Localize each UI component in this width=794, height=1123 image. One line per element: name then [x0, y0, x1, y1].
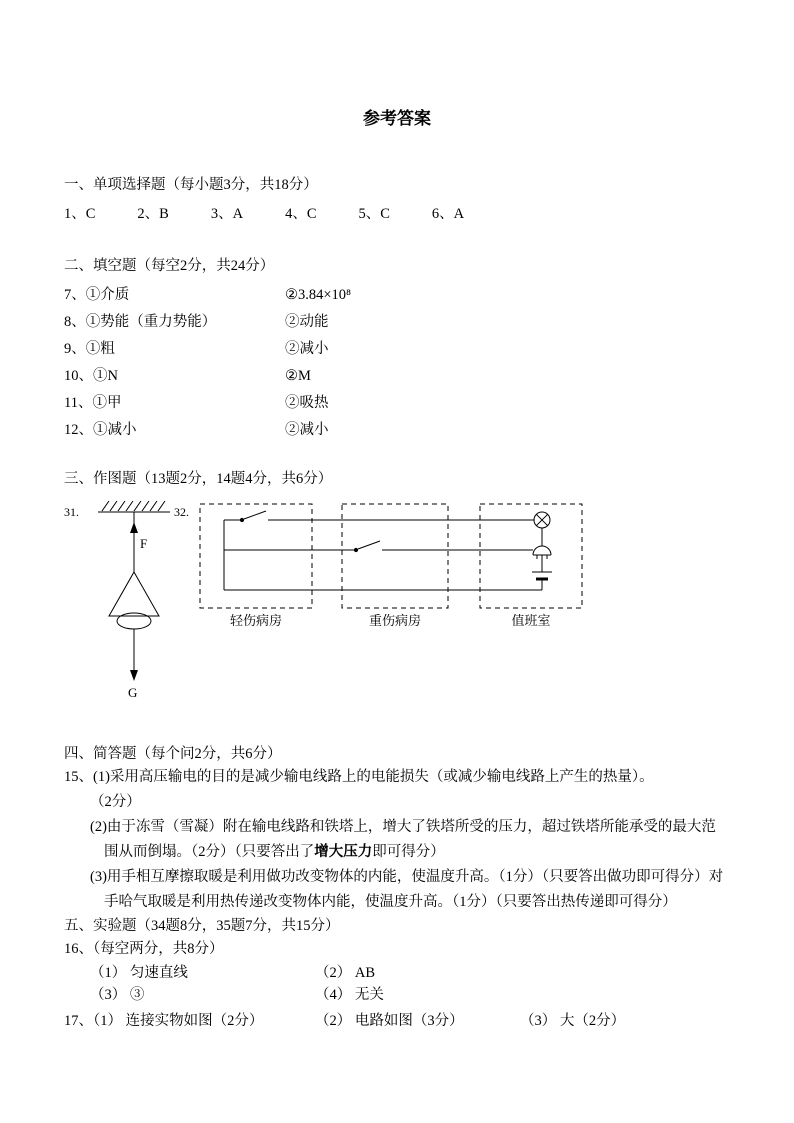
item15-score-1: （2分）	[90, 794, 141, 810]
choice-answers-row	[64, 203, 730, 225]
item17-answer-1: 17、（1） 连接实物如图（2分）	[64, 1013, 264, 1029]
blank-7-left: 7、①介质	[64, 287, 130, 303]
ceiling-hatch-icon	[98, 501, 170, 512]
section3-heading: 三、作图题（13题2分，14题4分，共6分）	[64, 471, 333, 487]
section1-heading: 一、单项选择题（每小题3分，共18分）	[64, 177, 318, 193]
blank-12-left: 12、①减小	[64, 422, 137, 438]
choice-answer-3: 3、A	[210, 206, 244, 222]
item17-row	[64, 1009, 730, 1034]
choice-answer-2: 2、B	[137, 206, 169, 222]
battery-icon	[532, 572, 552, 579]
blank-9-left: 9、①粗	[64, 341, 115, 357]
force-f-arrow	[130, 522, 138, 533]
choice-answer-5: 5、C	[358, 206, 390, 222]
blank-8-right: ②动能	[285, 314, 329, 330]
blank-9-right: ②减小	[285, 341, 329, 357]
section4-heading: 四、简答题（每个问2分，共6分）	[64, 746, 282, 762]
item15-answer-3: (3)用手相互摩擦取暖是利用做功改变物体的内能，使温度升高。（1分）（只要答出做功即可得分）对手哈气取暖是利用热传递改变物体内能，使温度升高。（1分）（只要答出热传递即可得分）	[90, 869, 724, 910]
page-title: 参考答案	[363, 109, 431, 128]
choice-answer-4: 4、C	[285, 206, 317, 222]
room2-label: 重伤病房	[368, 613, 422, 628]
force-g-label: G	[128, 685, 138, 700]
blank-10-left: 10、①N	[64, 368, 118, 384]
item16-answer-2: （2） AB	[315, 965, 376, 981]
blank-row-10	[64, 363, 730, 390]
switch-1-icon	[240, 511, 266, 522]
drawing-figures	[64, 498, 624, 704]
item16-heading: 16、（每空两分，共8分）	[64, 941, 224, 957]
section5-heading: 五、实验题（34题8分，35题7分，共15分）	[64, 918, 340, 934]
item16-answer-4: （4） 无关	[315, 987, 384, 1003]
blank-row-12	[64, 417, 730, 444]
item16-answer-3: （3） ③	[90, 987, 145, 1003]
blank-row-9	[64, 336, 730, 363]
room3-label: 值班室	[511, 613, 551, 628]
lamp-icon	[534, 512, 550, 528]
item15-answer-1: 15、(1)采用高压输电的目的是减少输电线路上的电能损失（或减少输电线路上产生的热量）。	[64, 769, 654, 785]
item16-answer-1: （1） 匀速直线	[90, 965, 188, 981]
blank-7-right: ②3.84×10⁸	[285, 287, 352, 303]
item15-answer-2	[64, 815, 730, 865]
item15-answer-2-text: (2)由于冻雪（雪凝）附在输电线路和铁塔上，增大了铁塔所受的压力，超过铁塔所能承受的最大范围从而倒塌。（2分）（只要答出了	[90, 819, 716, 860]
blank-11-left: 11、①甲	[64, 395, 122, 411]
choice-answer-6: 6、A	[431, 206, 465, 222]
blank-11-right: ②吸热	[285, 395, 329, 411]
blank-row-11	[64, 390, 730, 417]
figure-right-number: 32.	[174, 505, 189, 519]
item17-answer-2: （2） 电路如图（3分）	[315, 1013, 464, 1029]
item16-row-2	[64, 984, 730, 1006]
circuit-wires	[224, 520, 542, 590]
force-g-arrow	[130, 629, 138, 681]
blank-rows	[64, 282, 730, 444]
blank-12-right: ②减小	[285, 422, 329, 438]
item16-row-1	[64, 962, 730, 984]
item15-answer-2-tail: 即可得分）	[372, 844, 445, 860]
blank-10-right: ②M	[285, 368, 311, 384]
drawing-figures-wrap	[64, 498, 730, 711]
force-f-label: F	[140, 536, 148, 551]
cone-shape	[109, 572, 159, 629]
room1-label: 轻伤病房	[229, 613, 283, 628]
blank-row-8	[64, 309, 730, 336]
blank-8-left: 8、①势能（重力势能）	[64, 314, 217, 330]
choice-answer-1: 1、C	[64, 206, 96, 222]
figure-left-number: 31.	[64, 505, 79, 519]
blank-row-7	[64, 282, 730, 309]
item15-answer-2-bold: 增大压力	[314, 844, 373, 860]
switch-2-icon	[354, 541, 380, 552]
section2-heading: 二、填空题（每空2分，共24分）	[64, 258, 275, 274]
item17-answer-3: （3） 大（2分）	[520, 1013, 626, 1029]
